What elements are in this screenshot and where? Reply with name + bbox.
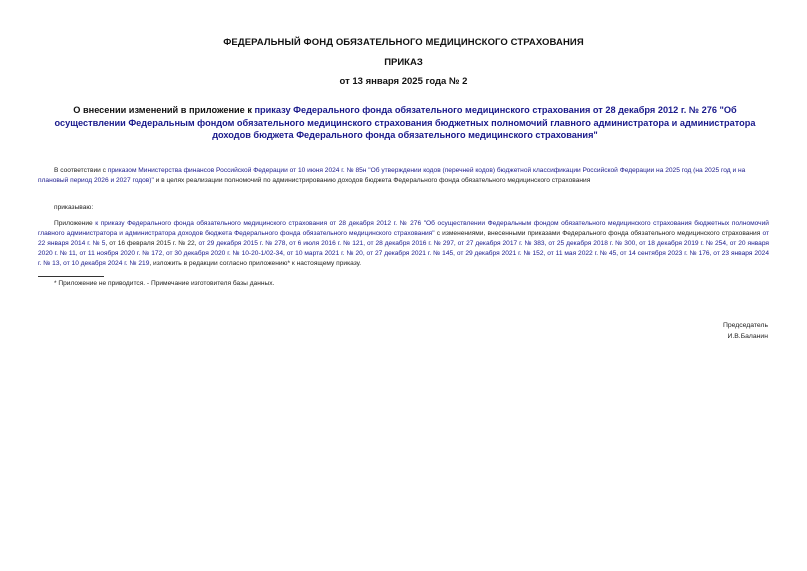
amending-orders-link[interactable]: от 29 декабря 2015 г. № 278, от 6 июля 2016 г. № 121, от 28 декабря 2016 г. № 297, от 27 декабря 2017 г. № 383, от 25 декабря 2018 г. № 300, от 18 декабря 2019 г. № 254, от 20 января 2020 г. № 11, от 11 ноября 2020 г. № 172, от 30 декабря 2020 г. № 10-20-1/02-34, от 10 марта 2021 г. № 20, от 27 декабря 2021 г. № 145, от 29 декабря 2021 г. № 152, от 11 мая 2022 г. № 45, от 14 сентября 2023 г. № 176, от 23 января 2024 г. № 13, от 10 декабря 2024 г. № 219 xyxy=(38,240,770,267)
organization-name: ФЕДЕРАЛЬНЫЙ ФОНД ОБЯЗАТЕЛЬНОГО МЕДИЦИНСКОГО СТРАХОВАНИЯ xyxy=(223,37,584,48)
minfin-order-link[interactable]: приказом Министерства финансов Российской Федерации от 10 июня 2024 г. № 85н "Об утверждении кодов (перечней кодов) бюджетной классификации Российской Федерации на 2025 год (на 2025 год и на плановый период 2026 и 2027 годов)" xyxy=(38,167,746,184)
title-prefix: О внесении изменений в приложение к xyxy=(73,105,255,115)
preamble-after: и в целях реализации полномочий по администрированию доходов бюджета Федерального фонда обязательного медицинского страхования xyxy=(153,177,591,184)
main-paragraph xyxy=(38,219,769,269)
document-kind: ПРИКАЗ xyxy=(384,57,423,68)
document-date: от 13 января 2025 года № 2 xyxy=(339,76,468,87)
footnote: * Приложение не приводится. - Примечание изготовителя базы данных. xyxy=(54,280,275,287)
footnote-divider xyxy=(38,276,104,277)
main-text-a: Приложение xyxy=(54,220,96,227)
preamble-before: В соответствии с xyxy=(54,167,108,174)
signature-position: Председатель xyxy=(723,322,768,329)
preamble-paragraph xyxy=(38,166,769,186)
main-text-b: с изменениями, внесенными приказами Федерального фонда обязательного медицинского страхования xyxy=(434,230,763,237)
order-word: приказываю: xyxy=(54,204,94,211)
order-2014-link[interactable]: от 22 января 2014 г. № 5 xyxy=(38,230,769,247)
order-276-link[interactable]: к приказу Федерального фонда обязательного медицинского страхования от 28 декабря 2012 г. № 276 "Об осуществлении Федеральным фондом обязательного медицинского страхования бюджетных полномочий главного администратора и администратора доходов бюджета Федерального фонда обязательного медицинского страхования" xyxy=(38,220,769,237)
main-text-d: , изложить в редакции согласно приложению* к настоящему приказу. xyxy=(149,260,362,267)
main-text-c: , от 16 февраля 2015 г. № 22, xyxy=(105,240,199,247)
title-link[interactable]: приказу Федерального фонда обязательного медицинского страхования от 28 декабря 2012 г. № 276 "Об осуществлении Федеральным фондом обязательного медицинского страхования бюджетных полномочий главного администратора и администратора доходов бюджета Федерального фонда обязательного медицинского страхования" xyxy=(54,105,756,140)
signature-name: И.В.Баланин xyxy=(727,333,768,340)
document-title xyxy=(50,104,760,142)
